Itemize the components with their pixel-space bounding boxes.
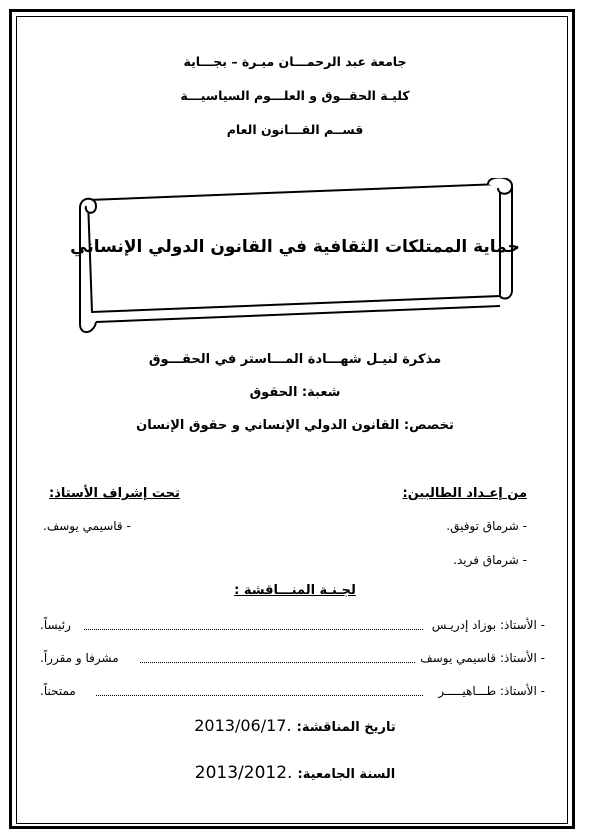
academic-year-value: 2013/2012. [194,763,293,783]
supervisor-heading: تحت إشراف الأستاذ: [49,486,180,501]
student-name-1: - شرماق توفيق. [446,519,527,533]
academic-year-label: السنة الجامعية: [297,767,396,782]
faculty-name: كليـة الحقــوق و العلـــوم السياسيـــة [180,88,410,103]
branch-line: شعبة: الحقوق [249,385,341,400]
dotted-leader [140,662,415,663]
department-name: قســم القـــانون العام [226,122,364,137]
committee-member-name: - الأستاذ: بوزاد إدريـس [431,618,545,632]
dotted-leader [96,695,423,696]
committee-member-role: رئيساً. [40,618,71,632]
defense-date-label: تاريخ المناقشة: [296,720,396,735]
committee-member-name: - الأستاذ: طـــاهيـــــر [438,684,545,698]
students-heading: من إعـداد الطالبين: [402,486,527,501]
university-name: جامعة عبد الرحمـــان ميـرة – بجـــاية [183,54,407,69]
academic-year-line [0,763,590,783]
dotted-leader [84,629,423,630]
committee-heading: لجـنـة المنـــاقشة : [234,583,356,598]
committee-member-name: - الأستاذ: قاسيمي يوسف [420,651,545,665]
specialty-line: تخصص: القانون الدولي الإنساني و حقوق الإنسان [136,418,454,433]
student-name-2: - شرماق فريد. [453,553,527,567]
thesis-title: حماية الممتلكات الثقافية في القانون الدولي الإنساني [70,237,520,257]
defense-date-value: 2013/06/17. [194,716,292,735]
degree-line: مذكرة لنيـل شهـــادة المـــاستر في الحقـــوق [148,352,442,367]
committee-member-role: مشرفا و مقرراً. [40,651,119,665]
committee-member-role: ممتحناً. [40,684,76,698]
supervisor-name: - قاسيمي يوسف. [43,519,131,533]
defense-date-line [0,716,590,735]
title-scroll-banner [70,178,520,338]
